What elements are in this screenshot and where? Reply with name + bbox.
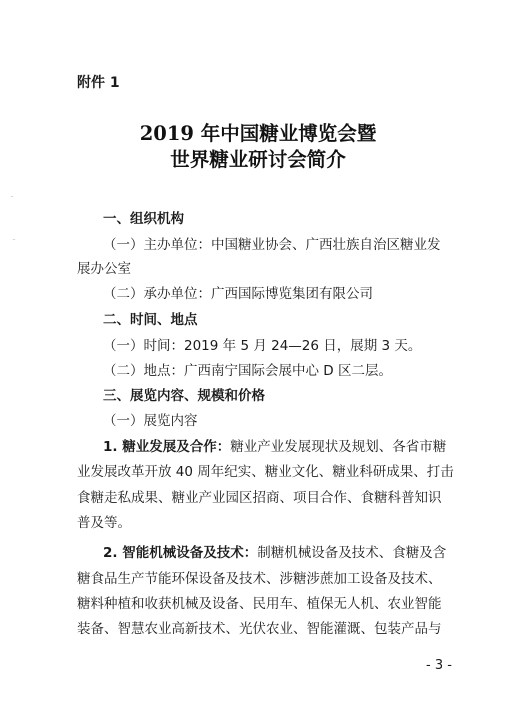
- s3-subheading: （一）展览内容: [103, 413, 198, 429]
- item-2-line-2: 糖食品生产节能环保设备及技术、涉糖涉蔗加工设备及技术、: [77, 571, 442, 587]
- s2-time: （一）时间：2019 年 5 月 24—26 日，展期 3 天。: [103, 338, 422, 354]
- item-1-line-2: 业发展改革开放 40 周年纪实、糖业文化、糖业科研成果、打击: [77, 464, 454, 480]
- page-number: - 3 -: [426, 658, 452, 673]
- item-1-line-1: [103, 437, 475, 457]
- item-2-line-4: 装备、智慧农业高新技术、光伏农业、智能灌溉、包装产品与: [77, 621, 442, 637]
- s1-organizer-line-1: （一）主办单位：中国糖业协会、广西壮族自治区糖业发: [103, 237, 441, 253]
- item-1-label: 1. 糖业发展及合作：: [103, 439, 231, 455]
- s1-co-organizer: （二）承办单位：广西国际博览集团有限公司: [103, 286, 373, 302]
- item-2-line-3: 糖料种植和收获机械及设备、民用车、植保无人机、农业智能: [77, 596, 442, 612]
- s2-location: （二）地点：广西南宁国际会展中心 D 区二层。: [103, 363, 392, 379]
- item-1-text: 糖业产业发展现状及规划、各省市糖: [230, 439, 447, 455]
- item-1-line-3: 食糖走私成果、糖业产业园区招商、项目合作、食糖科普知识: [77, 490, 442, 506]
- item-1-line-4: 普及等。: [77, 515, 131, 531]
- item-2-line-1: [103, 543, 475, 563]
- title-line-2: 世界糖业研讨会简介: [170, 148, 346, 171]
- title-line-1: 2019 年中国糖业博览会暨: [139, 122, 377, 145]
- s1-organizer-line-2: 展办公室: [77, 261, 131, 277]
- attachment-label: 附件 1: [77, 75, 120, 91]
- section-2-heading: 二、时间、地点: [103, 312, 198, 328]
- scan-mark: ˉ: [12, 238, 16, 247]
- item-2-label: 2. 智能机械设备及技术：: [103, 545, 258, 561]
- scan-mark: ˉ: [10, 195, 14, 204]
- section-1-heading: 一、组织机构: [103, 211, 184, 227]
- item-2-text: 制糖机械设备及技术、食糖及含: [257, 545, 447, 561]
- section-3-heading: 三、展览内容、规模和价格: [103, 388, 265, 404]
